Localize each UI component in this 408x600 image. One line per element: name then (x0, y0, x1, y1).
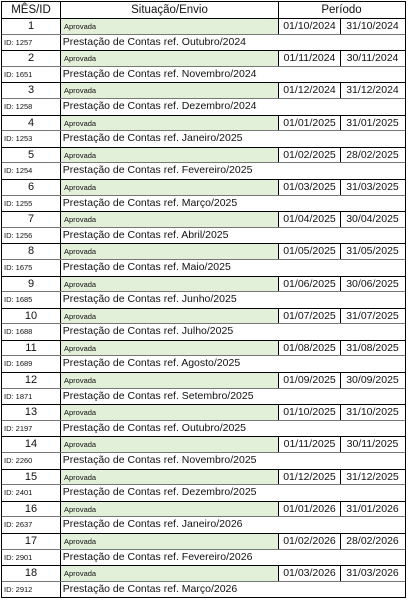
periodo-inicio-cell: 01/08/2025 (279, 341, 341, 356)
periodo-inicio-cell: 01/04/2025 (279, 212, 341, 227)
envio-cell: Prestação de Contas ref. Julho/2025 (62, 325, 234, 338)
header-mes-id: MÊS/ID (2, 2, 61, 18)
envio-cell: Prestação de Contas ref. Agosto/2025 (62, 357, 241, 370)
id-cell: ID: 2637 (2, 517, 61, 533)
mes-cell: 10 (2, 309, 61, 324)
mes-cell: 18 (2, 566, 61, 581)
mes-cell: 11 (2, 341, 61, 356)
mes-cell: 6 (2, 180, 61, 195)
situacao-cell: Aprovada (61, 566, 279, 581)
prestacao-contas-table (1, 1, 406, 598)
row-top-line (2, 373, 405, 389)
id-cell: ID: 1258 (2, 99, 61, 115)
periodo-inicio-cell: 01/03/2026 (279, 566, 341, 581)
envio-cell: Prestação de Contas ref. Dezembro/2025 (62, 486, 257, 499)
row-bottom-line (2, 228, 405, 244)
periodo-fim-cell: 31/03/2026 (346, 567, 399, 580)
table-row (2, 212, 405, 244)
id-cell: ID: 2260 (2, 453, 61, 469)
mes-cell: 17 (2, 534, 61, 549)
periodo-fim-cell: 31/10/2025 (346, 406, 399, 419)
row-top-line (2, 502, 405, 518)
periodo-inicio-cell: 01/09/2025 (279, 373, 341, 388)
row-top-line (2, 566, 405, 582)
envio-cell: Prestação de Contas ref. Junho/2025 (62, 293, 237, 306)
table-row (2, 405, 405, 437)
row-top-line (2, 277, 405, 293)
situacao-cell: Aprovada (61, 502, 279, 517)
periodo-inicio-cell: 01/10/2025 (279, 405, 341, 420)
row-top-line (2, 405, 405, 421)
mes-cell: 13 (2, 405, 61, 420)
table-row (2, 277, 405, 309)
mes-cell: 16 (2, 502, 61, 517)
periodo-fim-cell: 31/03/2025 (346, 180, 399, 193)
situacao-cell: Aprovada (61, 405, 279, 420)
periodo-inicio-cell: 01/11/2025 (279, 437, 341, 452)
table-row (2, 373, 405, 405)
periodo-inicio-cell: 01/01/2025 (279, 116, 341, 131)
row-bottom-line (2, 550, 405, 566)
id-cell: ID: 1675 (2, 260, 61, 276)
periodo-inicio-cell: 01/11/2024 (279, 51, 341, 66)
row-bottom-line (2, 356, 405, 372)
row-top-line (2, 437, 405, 453)
table-row (2, 502, 405, 534)
situacao-cell: Aprovada (61, 116, 279, 131)
situacao-cell: Aprovada (61, 373, 279, 388)
mes-cell: 7 (2, 212, 61, 227)
periodo-inicio-cell: 01/12/2024 (279, 83, 341, 98)
row-bottom-line (2, 582, 405, 598)
situacao-cell: Aprovada (61, 19, 279, 34)
periodo-fim-cell: 31/05/2025 (346, 245, 399, 258)
envio-cell: Prestação de Contas ref. Março/2026 (62, 583, 238, 596)
table-row (2, 180, 405, 212)
situacao-cell: Aprovada (61, 180, 279, 195)
periodo-inicio-cell: 01/01/2026 (279, 502, 341, 517)
row-top-line (2, 19, 405, 35)
situacao-cell: Aprovada (61, 51, 279, 66)
periodo-fim-cell: 30/11/2025 (346, 438, 399, 451)
periodo-fim-cell: 30/06/2025 (346, 277, 399, 290)
envio-cell: Prestação de Contas ref. Maio/2025 (62, 260, 231, 273)
mes-cell: 14 (2, 437, 61, 452)
periodo-fim-cell: 31/10/2024 (346, 20, 399, 32)
envio-cell: Prestação de Contas ref. Abril/2025 (62, 228, 229, 241)
periodo-fim-cell: 31/08/2025 (346, 341, 399, 354)
row-top-line (2, 341, 405, 357)
row-top-line (2, 470, 405, 486)
id-cell: ID: 1685 (2, 292, 61, 308)
mes-cell: 5 (2, 148, 61, 163)
row-bottom-line (2, 421, 405, 437)
envio-cell: Prestação de Contas ref. Fevereiro/2025 (62, 164, 253, 177)
row-top-line (2, 116, 405, 132)
envio-cell: Prestação de Contas ref. Janeiro/2025 (62, 132, 243, 145)
envio-cell: Prestação de Contas ref. Março/2025 (62, 196, 238, 209)
envio-cell: Prestação de Contas ref. Outubro/2024 (62, 35, 246, 48)
row-bottom-line (2, 196, 405, 212)
periodo-inicio-cell: 01/02/2025 (279, 148, 341, 163)
table-body (2, 19, 405, 598)
situacao-cell: Aprovada (61, 277, 279, 292)
id-cell: ID: 2401 (2, 485, 61, 501)
id-cell: ID: 1256 (2, 228, 61, 244)
periodo-fim-cell: 31/07/2025 (346, 309, 399, 322)
envio-cell: Prestação de Contas ref. Novembro/2024 (62, 67, 257, 80)
situacao-cell: Aprovada (61, 437, 279, 452)
situacao-cell: Aprovada (61, 83, 279, 98)
table-header (2, 2, 405, 19)
id-cell: ID: 1688 (2, 324, 61, 340)
row-top-line (2, 83, 405, 99)
id-cell: ID: 1689 (2, 356, 61, 372)
envio-cell: Prestação de Contas ref. Dezembro/2024 (62, 99, 257, 112)
mes-cell: 2 (2, 51, 61, 66)
table-row (2, 83, 405, 115)
row-top-line (2, 180, 405, 196)
periodo-inicio-cell: 01/02/2026 (279, 534, 341, 549)
row-bottom-line (2, 99, 405, 115)
envio-cell: Prestação de Contas ref. Setembro/2025 (62, 389, 254, 402)
row-bottom-line (2, 131, 405, 147)
envio-cell: Prestação de Contas ref. Janeiro/2026 (62, 518, 243, 531)
mes-cell: 4 (2, 116, 61, 131)
table-row (2, 51, 405, 83)
periodo-fim-cell: 30/04/2025 (346, 213, 399, 226)
row-bottom-line (2, 485, 405, 501)
id-cell: ID: 1871 (2, 389, 61, 405)
table-row (2, 116, 405, 148)
periodo-inicio-cell: 01/03/2025 (279, 180, 341, 195)
row-bottom-line (2, 35, 405, 51)
id-cell: ID: 2912 (2, 582, 61, 598)
row-bottom-line (2, 292, 405, 308)
row-bottom-line (2, 260, 405, 276)
row-top-line (2, 309, 405, 325)
row-bottom-line (2, 453, 405, 469)
envio-cell: Prestação de Contas ref. Novembro/2025 (62, 454, 257, 467)
situacao-cell: Aprovada (61, 534, 279, 549)
situacao-cell: Aprovada (61, 341, 279, 356)
mes-cell: 15 (2, 470, 61, 485)
id-cell: ID: 1253 (2, 131, 61, 147)
mes-cell: 12 (2, 373, 61, 388)
id-cell: ID: 1255 (2, 196, 61, 212)
row-top-line (2, 212, 405, 228)
periodo-fim-cell: 28/02/2026 (346, 535, 399, 547)
periodo-inicio-cell: 01/05/2025 (279, 244, 341, 259)
mes-cell: 9 (2, 277, 61, 292)
table-row (2, 244, 405, 276)
row-bottom-line (2, 517, 405, 533)
mes-cell: 1 (2, 19, 61, 34)
periodo-fim-cell: 31/01/2025 (346, 116, 399, 129)
situacao-cell: Aprovada (61, 148, 279, 163)
row-bottom-line (2, 163, 405, 179)
mes-cell: 3 (2, 83, 61, 98)
periodo-fim-cell: 31/12/2024 (346, 84, 399, 97)
table-row (2, 309, 405, 341)
envio-cell: Prestação de Contas ref. Outubro/2025 (62, 421, 246, 434)
table-row (2, 437, 405, 469)
id-cell: ID: 1254 (2, 163, 61, 179)
id-cell: ID: 2901 (2, 550, 61, 566)
envio-cell: Prestação de Contas ref. Fevereiro/2026 (62, 550, 253, 563)
table-row (2, 534, 405, 566)
situacao-cell: Aprovada (61, 470, 279, 485)
row-top-line (2, 51, 405, 67)
periodo-fim-cell: 28/02/2025 (346, 148, 399, 161)
table-row (2, 341, 405, 373)
periodo-fim-cell: 31/12/2025 (346, 470, 399, 483)
row-top-line (2, 534, 405, 550)
row-top-line (2, 244, 405, 260)
periodo-inicio-cell: 01/07/2025 (279, 309, 341, 324)
situacao-cell: Aprovada (61, 309, 279, 324)
row-bottom-line (2, 324, 405, 340)
periodo-inicio-cell: 01/10/2024 (279, 19, 341, 34)
row-bottom-line (2, 389, 405, 405)
situacao-cell: Aprovada (61, 212, 279, 227)
periodo-inicio-cell: 01/12/2025 (279, 470, 341, 485)
id-cell: ID: 1257 (2, 35, 61, 51)
mes-cell: 8 (2, 244, 61, 259)
table-row (2, 566, 405, 598)
periodo-fim-cell: 31/01/2026 (346, 502, 399, 515)
table-row (2, 19, 405, 51)
table-row (2, 148, 405, 180)
id-cell: ID: 1651 (2, 67, 61, 83)
id-cell: ID: 2197 (2, 421, 61, 437)
periodo-inicio-cell: 01/06/2025 (279, 277, 341, 292)
header-situacao-envio: Situação/Envio (61, 2, 279, 18)
row-bottom-line (2, 67, 405, 83)
periodo-fim-cell: 30/11/2024 (346, 52, 399, 65)
row-top-line (2, 148, 405, 164)
table-row (2, 470, 405, 502)
situacao-cell: Aprovada (61, 244, 279, 259)
periodo-fim-cell: 30/09/2025 (346, 374, 399, 387)
header-periodo: Período (321, 4, 362, 16)
